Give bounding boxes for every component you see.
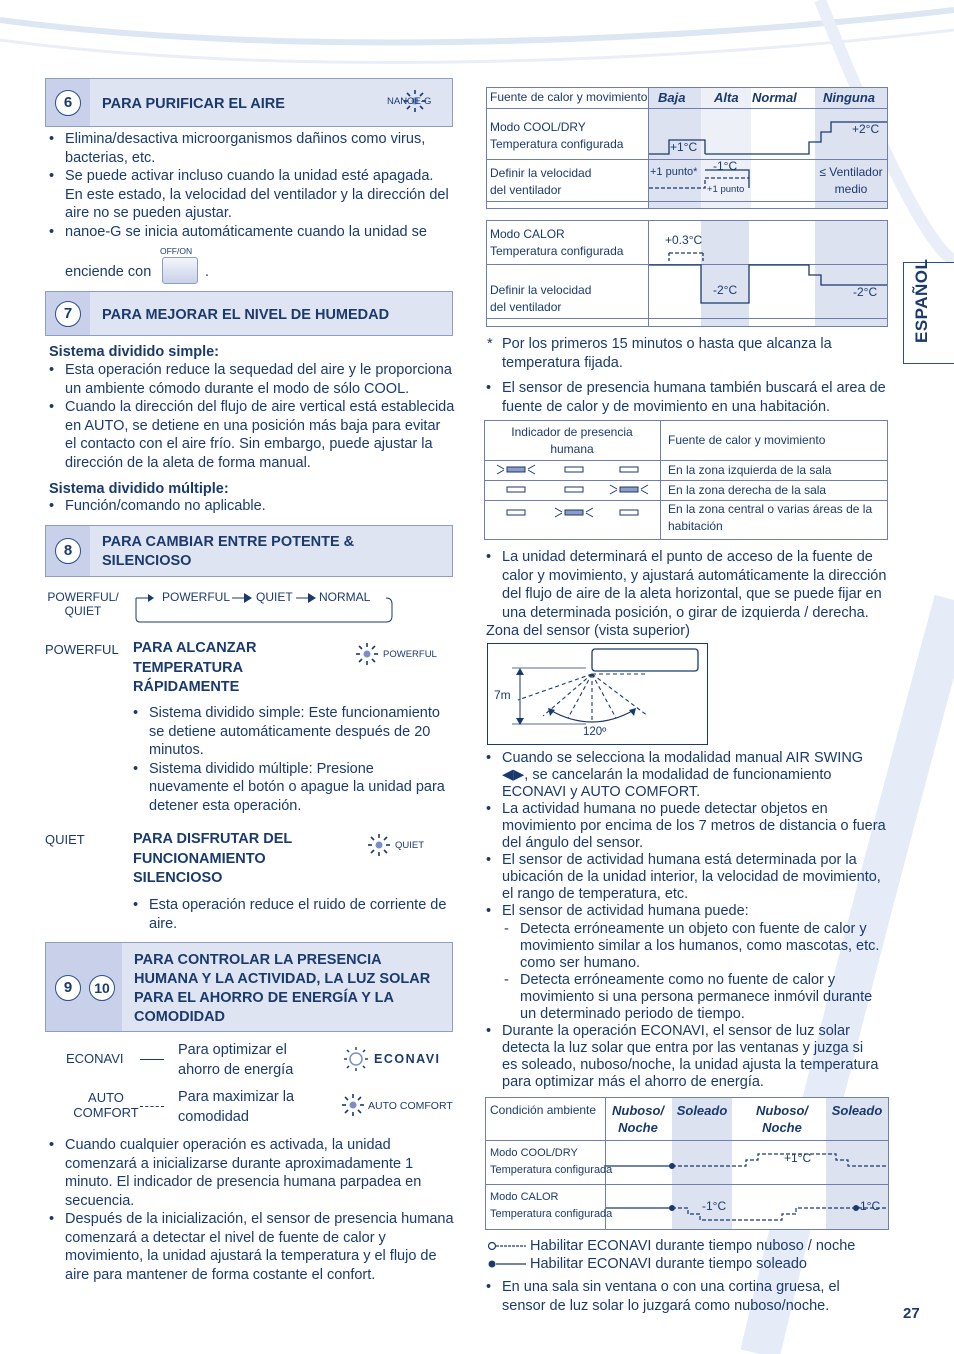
row1-label: Modo COOL/DRY Temperatura configurada (490, 120, 624, 151)
row2-label: Definir la velocidad del ventilador (490, 166, 592, 197)
list-item: • Función/comando no aplicable. (45, 497, 455, 516)
minus1b: -1°C (856, 1199, 881, 1213)
row2-label: Modo CALOR Temperatura configurada (490, 1191, 613, 1220)
multi-heading: Sistema dividido múltiple: (49, 481, 229, 497)
section-title: PARA PURIFICAR EL AIRE (102, 96, 285, 112)
col-nuboso-1: Nuboso/ Noche (612, 1103, 664, 1135)
cycle-normal: NORMAL (319, 590, 371, 604)
auto-comfort-icon (341, 1092, 365, 1118)
row1-label: Modo CALOR Temperatura configurada (490, 227, 624, 258)
econavi-desc: Para optimizar el ahorro de energía (178, 1042, 294, 1078)
solid-line-icon (140, 1059, 164, 1060)
footnote-mark: * (487, 336, 493, 352)
powerful-icon-label: POWERFUL (383, 649, 437, 660)
powerful-icon (355, 641, 379, 667)
section-title-1: PARA CAMBIAR ENTRE POTENTE & (102, 534, 355, 550)
section-title-3: PARA EL AHORRO DE ENERGÍA Y LA (134, 990, 394, 1006)
sensor-bullets (482, 750, 887, 920)
list-item: • Cuando cualquier operación es activada, la unidad comenzará a inicializarse durante aproximadamente 1 minuto. El indicador de presencia humana parpadea en secuencia. (45, 1136, 455, 1210)
condicion-header: Condición ambiente (490, 1103, 597, 1117)
col-nuboso-2: Nuboso/ Noche (756, 1103, 808, 1135)
legend-open: Habilitar ECONAVI durante tiempo nuboso / noche (530, 1238, 856, 1254)
sensor-bullet (482, 379, 887, 416)
dashed-line-icon (140, 1106, 164, 1107)
quiet-icon-label: QUIET (395, 840, 425, 851)
section-8-header (45, 525, 453, 577)
fan-vent: ≤ Ventilador medio (819, 165, 883, 196)
offon-label: OFF/ON (160, 246, 193, 256)
list-item: • Se puede activar incluso cuando la unidad esté apagada. En este estado, la velocidad del ventilador y la dirección del aire no se pueden ajustar. (45, 167, 455, 223)
row2-label: Definir la velocidad del ventilador (490, 283, 592, 314)
section-7-header (45, 291, 453, 336)
sensor-zone-diagram (487, 643, 708, 745)
econavi-logo: ECONAVI (374, 1052, 441, 1066)
list-item: • El sensor de actividad humana puede: (482, 903, 887, 920)
table-header-label: Fuente de calor y movimiento (490, 90, 648, 104)
powerful-label: POWERFUL (45, 642, 119, 657)
quiet-icon (367, 832, 391, 858)
indicator-lamps (485, 460, 660, 539)
table-condicion-ambiente (485, 1097, 889, 1230)
list-item: • Cuando se selecciona la modalidad manual AIR SWING ◀▶, se cancelarán la modalidad de funcionamiento ECONAVI y AUTO COMFORT. (482, 750, 887, 801)
section-7-simple-bullets (45, 361, 455, 472)
auto-comfort-icon-label: AUTO COMFORT (368, 1100, 453, 1112)
section-number: 6 (55, 90, 81, 116)
list-item: • nanoe-G se inicia automáticamente cuando la unidad se (45, 223, 455, 242)
section-title-4: COMODIDAD (134, 1009, 226, 1025)
offon-button[interactable] (162, 257, 198, 284)
enciende-con-text: enciende con (65, 264, 152, 280)
list-item: - Detecta erróneamente como no fuente de calor y movimiento si una persona permanece inmóvil durante un determinado periodo de tiempo. (500, 972, 890, 1023)
nanoe-g-label: NANOE-G (387, 96, 432, 107)
list-item: • Elimina/desactiva microorganismos dañinos como virus, bacterias, etc. (45, 130, 455, 167)
section-title-2: HUMANA Y LA ACTIVIDAD, LA LUZ SOLAR (134, 971, 431, 987)
econavi-sun-bullet (482, 1023, 882, 1091)
col-indicador: Indicador de presencia humana (511, 425, 633, 456)
section-number-9: 9 (55, 975, 81, 1001)
col-soleado-2: Soleado (831, 1103, 883, 1118)
col-baja: Baja (658, 90, 686, 105)
list-item: • El sensor de presencia humana también buscará el area de fuente de calor y de movimiento en una habitación. (482, 379, 887, 416)
list-item: • Sistema dividido múltiple: Presione nuevamente el botón o apague la unidad para detener esta operación. (129, 760, 454, 816)
col-normal: Normal (752, 90, 797, 105)
section-title-2: SILENCIOSO (102, 553, 192, 569)
hotspot-bullet (482, 548, 887, 622)
list-item: • Esta operación reduce la sequedad del aire y le proporciona un ambiente cómodo durante el modo de sólo COOL. (45, 361, 455, 398)
table-indicador (484, 420, 888, 540)
quiet-bullets (129, 896, 454, 933)
section-number: 7 (55, 301, 81, 327)
quiet-title: PARA DISFRUTAR DEL FUNCIONAMIENTO SILENCIOSO (133, 831, 293, 886)
econavi-label: ECONAVI (66, 1051, 124, 1066)
sensor-distance: 7m (494, 688, 511, 702)
powerful-bullets (129, 704, 454, 815)
cycle-button-label: POWERFUL/ QUIET (47, 590, 119, 618)
list-item: - Detecta erróneamente un objeto con fuente de calor y movimiento similar a los humanos, como mascotas, etc. como ser humano. (500, 921, 890, 972)
col-soleado-1: Soleado (676, 1103, 728, 1118)
list-item: • Esta operación reduce el ruido de corriente de aire. (129, 896, 454, 933)
row-central: En la zona central o varias áreas de la habitación (668, 502, 873, 533)
minus1a: -1°C (702, 1199, 727, 1213)
last-bullet (482, 1278, 872, 1315)
row-izquierda: En la zona izquierda de la sala (668, 463, 832, 477)
section-number: 8 (55, 538, 81, 564)
table-fuente-calor (486, 87, 888, 209)
language-tab: ESPAÑOL (903, 262, 954, 364)
list-item: • La actividad humana no puede detectar objetos en movimiento por encima de los 7 metros de distancia o fuera del ángulo del sensor. (482, 801, 887, 852)
cycle-quiet: QUIET (256, 590, 293, 604)
col-alta: Alta (714, 90, 739, 105)
powerful-title: PARA ALCANZAR TEMPERATURA RÁPIDAMENTE (133, 640, 257, 695)
section-6-bullets (45, 130, 455, 241)
legend-lines (486, 1238, 528, 1272)
section-title: PARA MEJORAR EL NIVEL DE HUMEDAD (102, 307, 390, 323)
fan-minus1: -1°C (713, 159, 738, 173)
quiet-label: QUIET (45, 832, 85, 847)
legend-filled: Habilitar ECONAVI durante tiempo soleado (530, 1256, 807, 1272)
section-9-10-bullets (45, 1136, 455, 1284)
sensor-zone-title: Zona del sensor (vista superior) (486, 623, 690, 639)
list-item: • Durante la operación ECONAVI, el sensor de luz solar detecta la luz solar que entra por las ventanas y juzga si es soleado, nuboso/noche, la unidad ajusta la temperatura para optimizar más el ahorro de energía. (482, 1023, 882, 1091)
col-fuente: Fuente de calor y movimiento (668, 433, 826, 447)
section-number-10: 10 (89, 975, 115, 1001)
sensor-angle: 120º (583, 726, 607, 738)
table4-graph (606, 1140, 888, 1229)
cool-plus2: +2°C (852, 122, 880, 136)
list-item: • Después de la inicialización, el sensor de presencia humana comenzará a detectar el nivel de fuente de calor y movimiento, la unidad ajustará la temperatura y el flujo de aire para mantener de forma costante el confort. (45, 1210, 455, 1284)
col-ninguna: Ninguna (823, 90, 875, 105)
section-title-1: PARA CONTROLAR LA PRESENCIA (134, 952, 382, 968)
list-item: • El sensor de actividad humana está determinada por la ubicación de la unidad interior, la velocidad de movimiento, el rango de temperatura, etc. (482, 852, 887, 903)
simple-heading: Sistema dividido simple: (49, 344, 220, 360)
sensor-dash-items (500, 921, 890, 1023)
econavi-icon (343, 1046, 369, 1072)
plus03: +0.3°C (665, 233, 703, 247)
footnote: Por los primeros 15 minutos o hasta que alcanza la temperatura fijada. (502, 336, 832, 371)
row1-label: Modo COOL/DRY Temperatura configurada (490, 1147, 613, 1176)
list-item: • Cuando la dirección del flujo de aire vertical está establecida en AUTO, se detiene en una posición más baja para evitar el contacto con el aire frío. Sin embargo, puede ajustar la dirección de la aleta de forma manual. (45, 398, 455, 472)
period: . (205, 264, 210, 280)
fan-plus1-small: +1 punto (707, 184, 745, 195)
cool-plus1: +1°C (670, 140, 698, 154)
minus2a: -2°C (713, 283, 738, 297)
cycle-powerful: POWERFUL (162, 590, 231, 604)
list-item: • La unidad determinará el punto de acceso de la fuente de calor y movimiento, y ajustará automáticamente la dirección del flujo de aire de la aleta horizontal, que se puede fijar en una determinada posición, o girar de izquierda / derecha. (482, 548, 887, 622)
list-item: • En una sala sin ventana o con una cortina gruesa, el sensor de luz solar lo juzgará como nuboso/noche. (482, 1278, 872, 1315)
fan-plus1: +1 punto* (650, 166, 698, 178)
section-9-10-header (45, 942, 453, 1032)
auto-comfort-label: AUTO COMFORT (73, 1090, 139, 1120)
list-item: • Sistema dividido simple: Este funcionamiento se detiene automáticamente después de 20 minutos. (129, 704, 454, 760)
section-6-header (45, 78, 453, 127)
section-7-multi-bullets (45, 497, 455, 516)
auto-comfort-desc: Para maximizar la comodidad (178, 1089, 295, 1125)
table-modo-calor (486, 220, 888, 327)
minus2b: -2°C (853, 285, 878, 299)
plus1: +1°C (784, 1151, 812, 1165)
page-number: 27 (903, 1305, 920, 1322)
row-derecha: En la zona derecha de la sala (668, 483, 827, 497)
